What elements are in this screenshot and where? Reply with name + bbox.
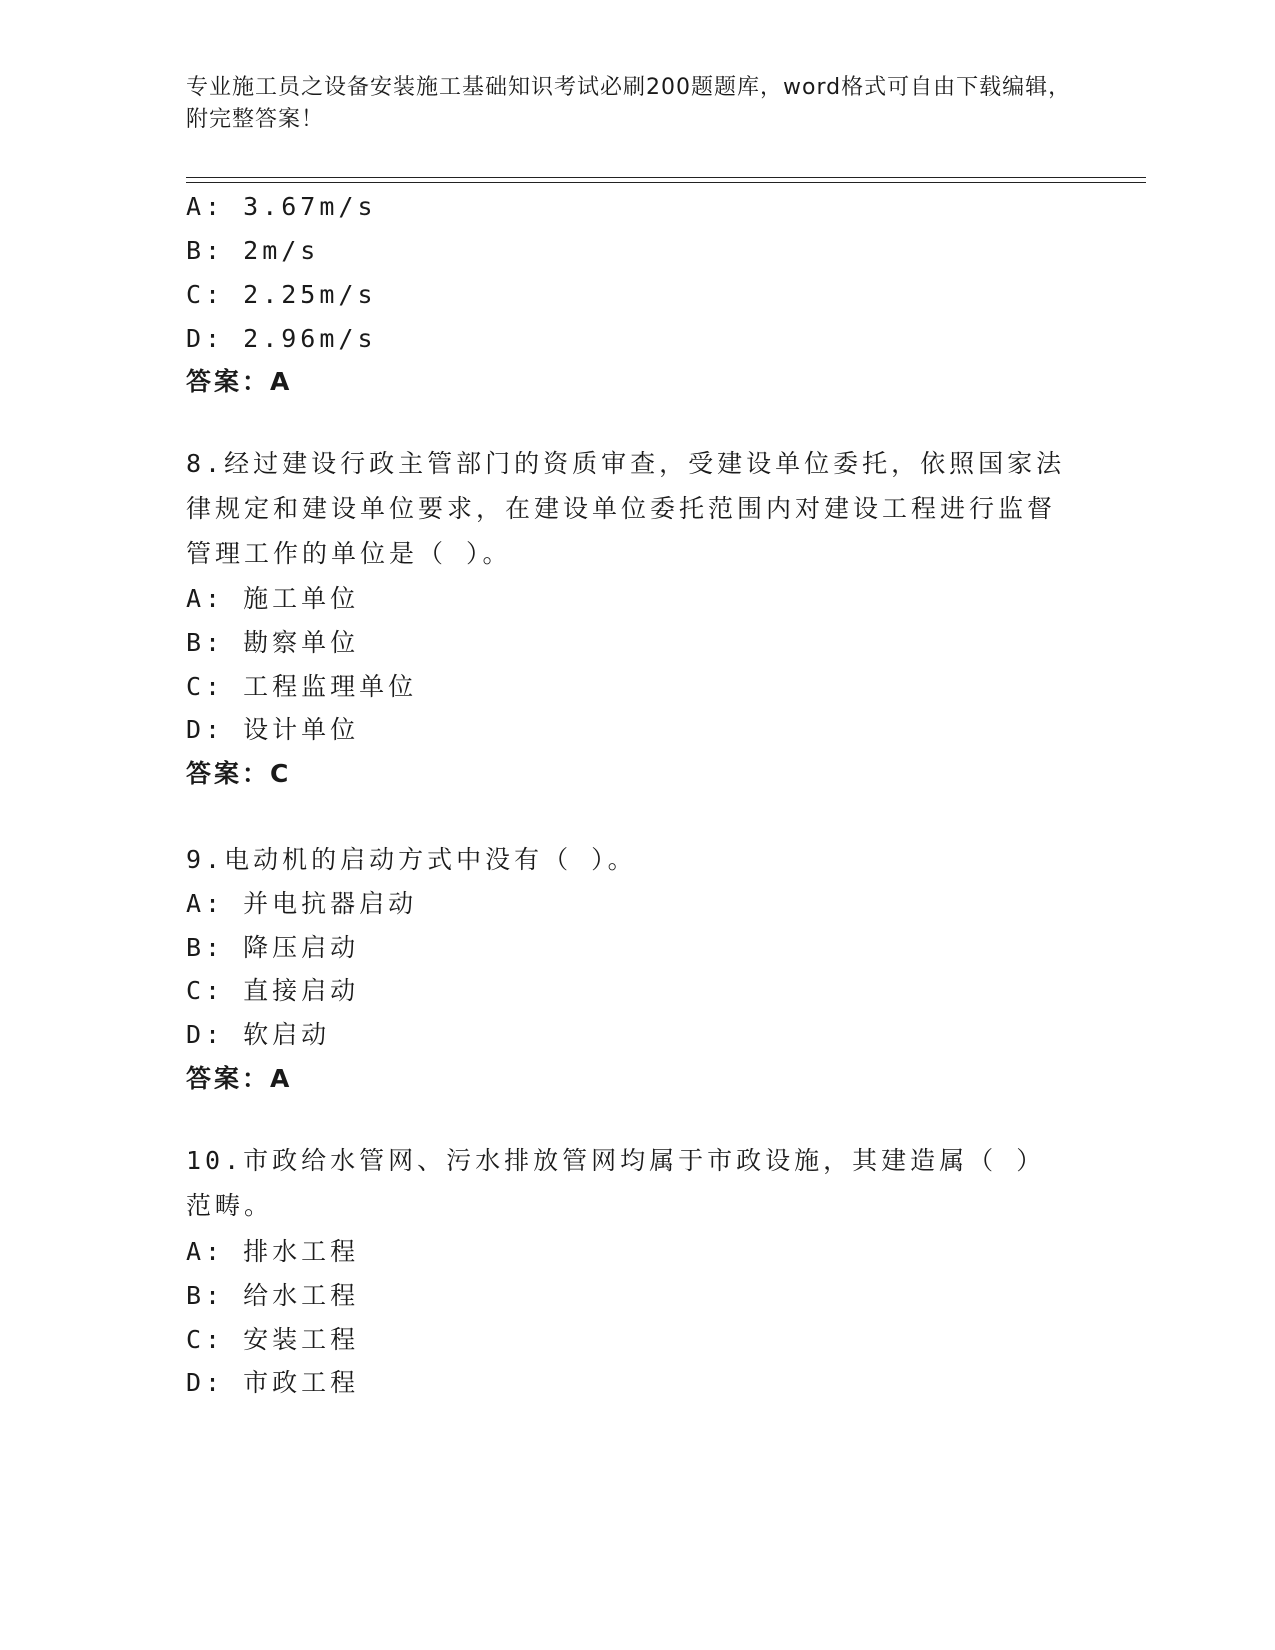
header-divider-bottom [186,182,1146,183]
option-d: D: 2.96m/s [186,324,377,353]
option-b: B: 2m/s [186,236,320,265]
q10-option-c: C: 安装工程 [186,1325,360,1354]
q8-option-a: A: 施工单位 [186,584,360,613]
q9-option-c: C: 直接启动 [186,976,360,1005]
q8-option-d: D: 设计单位 [186,715,360,744]
q10-option-b: B: 给水工程 [186,1281,360,1310]
q10-option-d: D: 市政工程 [186,1368,360,1397]
q9-answer: 答案：A [186,1064,293,1093]
question-10-stem: 10.市政给水管网、污水排放管网均属于市政设施，其建造属（ ）范畴。 [186,1146,1046,1220]
option-c: C: 2.25m/s [186,280,377,309]
q10-option-a: A: 排水工程 [186,1237,360,1266]
q8-option-b: B: 勘察单位 [186,628,360,657]
q8-answer: 答案：C [186,759,292,788]
answer: 答案：A [186,367,293,396]
document-header: 专业施工员之设备安装施工基础知识考试必刷200题题库，word格式可自由下载编辑，附完整答案！ [186,75,1072,132]
q9-option-b: B: 降压启动 [186,933,360,962]
header-divider-top [186,177,1146,178]
option-a: A: 3.67m/s [186,192,377,221]
question-9-stem: 9.电动机的启动方式中没有（ ）。 [186,845,637,874]
q9-option-a: A: 并电抗器启动 [186,889,418,918]
q8-option-c: C: 工程监理单位 [186,672,418,701]
question-8-stem: 8.经过建设行政主管部门的资质审查，受建设单位委托，依照国家法律规定和建设单位要求，在建设单位委托范围内对建设工程进行监督管理工作的单位是（ ）。 [186,449,1066,568]
q9-option-d: D: 软启动 [186,1020,331,1049]
